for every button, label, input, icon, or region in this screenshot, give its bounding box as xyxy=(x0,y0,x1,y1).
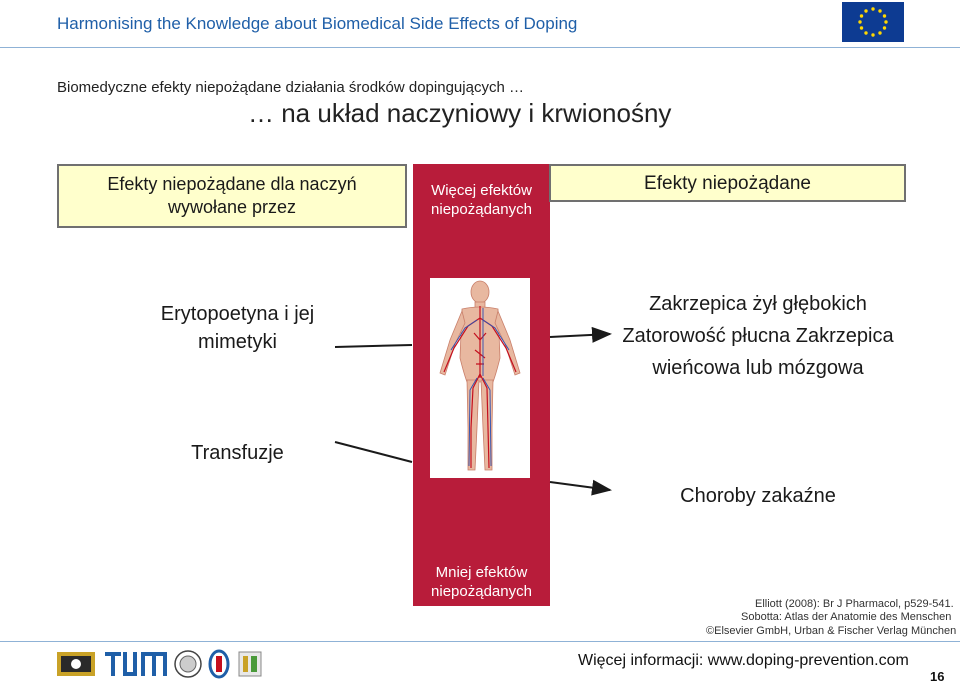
header-divider xyxy=(0,47,960,48)
university-seal-logo xyxy=(175,651,201,677)
university-crest-logo xyxy=(57,652,95,676)
effect-infectious-diseases: Choroby zakaźne xyxy=(680,485,836,507)
subtitle-line-2: … na układ naczyniowy i krwionośny xyxy=(248,98,672,128)
cause-transfusions: Transfuzje xyxy=(191,442,284,464)
tum-logo xyxy=(105,652,167,676)
cause-erythropoietin: Erytopoetyna i jej mimetyki xyxy=(160,303,315,353)
cause-to-effect-arrows xyxy=(330,322,615,502)
fewer-side-effects-label: Mniej efektów niepożądanych xyxy=(431,564,532,600)
left-column-header-text: Efekty niepożądane dla naczyń wywołane przez xyxy=(107,174,357,217)
partner-logo-5 xyxy=(239,652,261,676)
partner-logos xyxy=(57,646,267,680)
subtitle-line-1: Biomedyczne efekty niepożądane działania środków dopingujących … xyxy=(57,79,524,96)
citation-2: Sobotta: Atlas der Anatomie des Menschen xyxy=(741,611,952,623)
page-number: 16 xyxy=(930,669,945,684)
figure-mark: :1 xyxy=(520,430,530,442)
citation-3: ©Elsevier GmbH, Urban & Fischer Verlag München xyxy=(706,625,957,637)
right-column-header xyxy=(549,164,906,202)
left-column-header xyxy=(57,164,407,228)
more-info-link[interactable]: Więcej informacji: www.doping-prevention.com xyxy=(578,652,909,669)
arrow-transfusion-left xyxy=(335,442,412,462)
partner-logo-4 xyxy=(210,651,228,677)
effect-thrombosis-group: Zakrzepica żył głębokich Zatorowość płucna Zakrzepica wieńcowa lub mózgowa xyxy=(622,293,894,379)
citation-1: Elliott (2008): Br J Pharmacol, p529-541. xyxy=(755,598,954,610)
right-column-header-text: Efekty niepożądane xyxy=(644,172,811,194)
header-title: Harmonising the Knowledge about Biomedical Side Effects of Doping xyxy=(57,14,578,33)
more-side-effects-label: Więcej efektów niepożądanych xyxy=(431,182,532,218)
eu-flag-logo xyxy=(842,2,904,42)
arrow-epo-left xyxy=(335,345,412,347)
footer-divider xyxy=(0,641,960,642)
